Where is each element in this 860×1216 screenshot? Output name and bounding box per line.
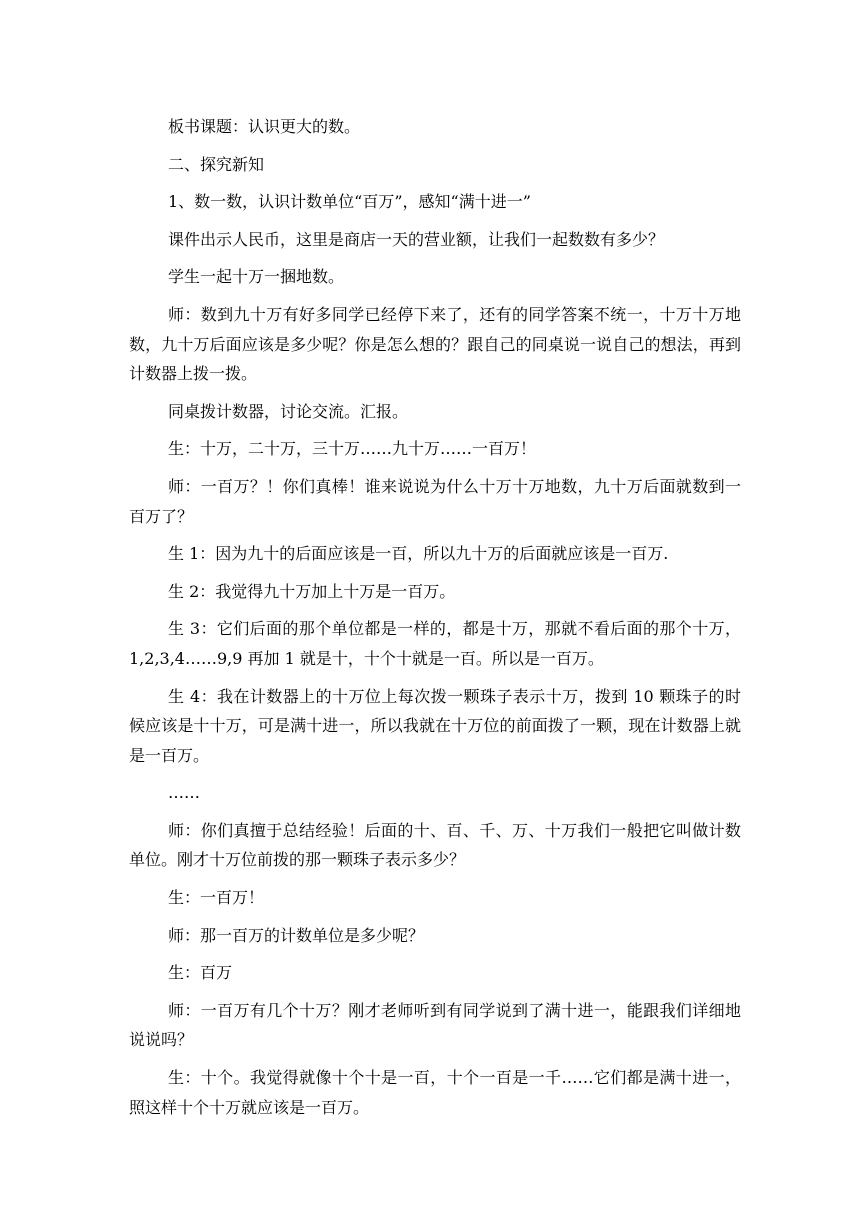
paragraph: 师：你们真擅于总结经验！后面的十、百、千、万、十万我们一般把它叫做计数单位。刚才十万位前拨的那一颗珠子表示多少？: [129, 820, 741, 870]
paragraph: 生 1：因为九十的后面应该是一百，所以九十万的后面就应该是一百万.: [168, 544, 669, 564]
paragraph: 生 4：我在计数器上的十万位上每次拨一颗珠子表示十万，拨到 10 颗珠子的时候应该是十十万，可是满十进一，所以我就在十万位的前面拨了一颗，现在计数器上就是一百万。: [129, 686, 741, 765]
section-heading: 二、探究新知: [168, 154, 265, 174]
paragraph: 师：一百万有几个十万？刚才老师听到有同学说到了满十进一，能跟我们详细地说说吗？: [129, 1000, 741, 1050]
paragraph: 同桌拨计数器，讨论交流。汇报。: [168, 401, 409, 421]
paragraph: 师：数到九十万有好多同学已经停下来了，还有的同学答案不统一，十万十万地数，九十万后面应该是多少呢？你是怎么想的？跟自己的同桌说一说自己的想法，再到计数器上拨一拨。: [129, 304, 741, 384]
ellipsis-line: ……: [168, 783, 200, 803]
paragraph: 学生一起十万一捆地数。: [168, 267, 345, 287]
paragraph: 生：十个。我觉得就像十个十是一百，十个一百是一千……它们都是满十进一，照这样十个十万就应该是一百万。: [129, 1068, 741, 1117]
document-body: [129, 112, 741, 1130]
paragraph: 课件出示人民币，这里是商店一天的营业额，让我们一起数数有多少？: [168, 229, 665, 249]
paragraph: 师：一百万？！你们真棒！谁来说说为什么十万十万地数，九十万后面就数到一百万了？: [129, 476, 741, 526]
paragraph: 生 2：我觉得九十万加上十万是一百万。: [168, 581, 456, 601]
subsection-heading: 1、数一数，认识计数单位“百万”，感知“满十进一”: [168, 192, 531, 212]
paragraph: 生 3：它们后面的那个单位都是一样的，都是十万，那就不看后面的那个十万，1,2,3,4……9,9 再加 1 就是十，十个十就是一百。所以是一百万。: [129, 619, 741, 668]
paragraph: 师：那一百万的计数单位是多少呢？: [168, 925, 425, 945]
paragraph: 生：一百万！: [168, 888, 265, 908]
paragraph: 生：百万: [168, 963, 233, 983]
paragraph: 生：十万，二十万，三十万……九十万……一百万！: [168, 439, 537, 459]
paragraph-lesson-title: 板书课题：认识更大的数。: [168, 117, 361, 136]
